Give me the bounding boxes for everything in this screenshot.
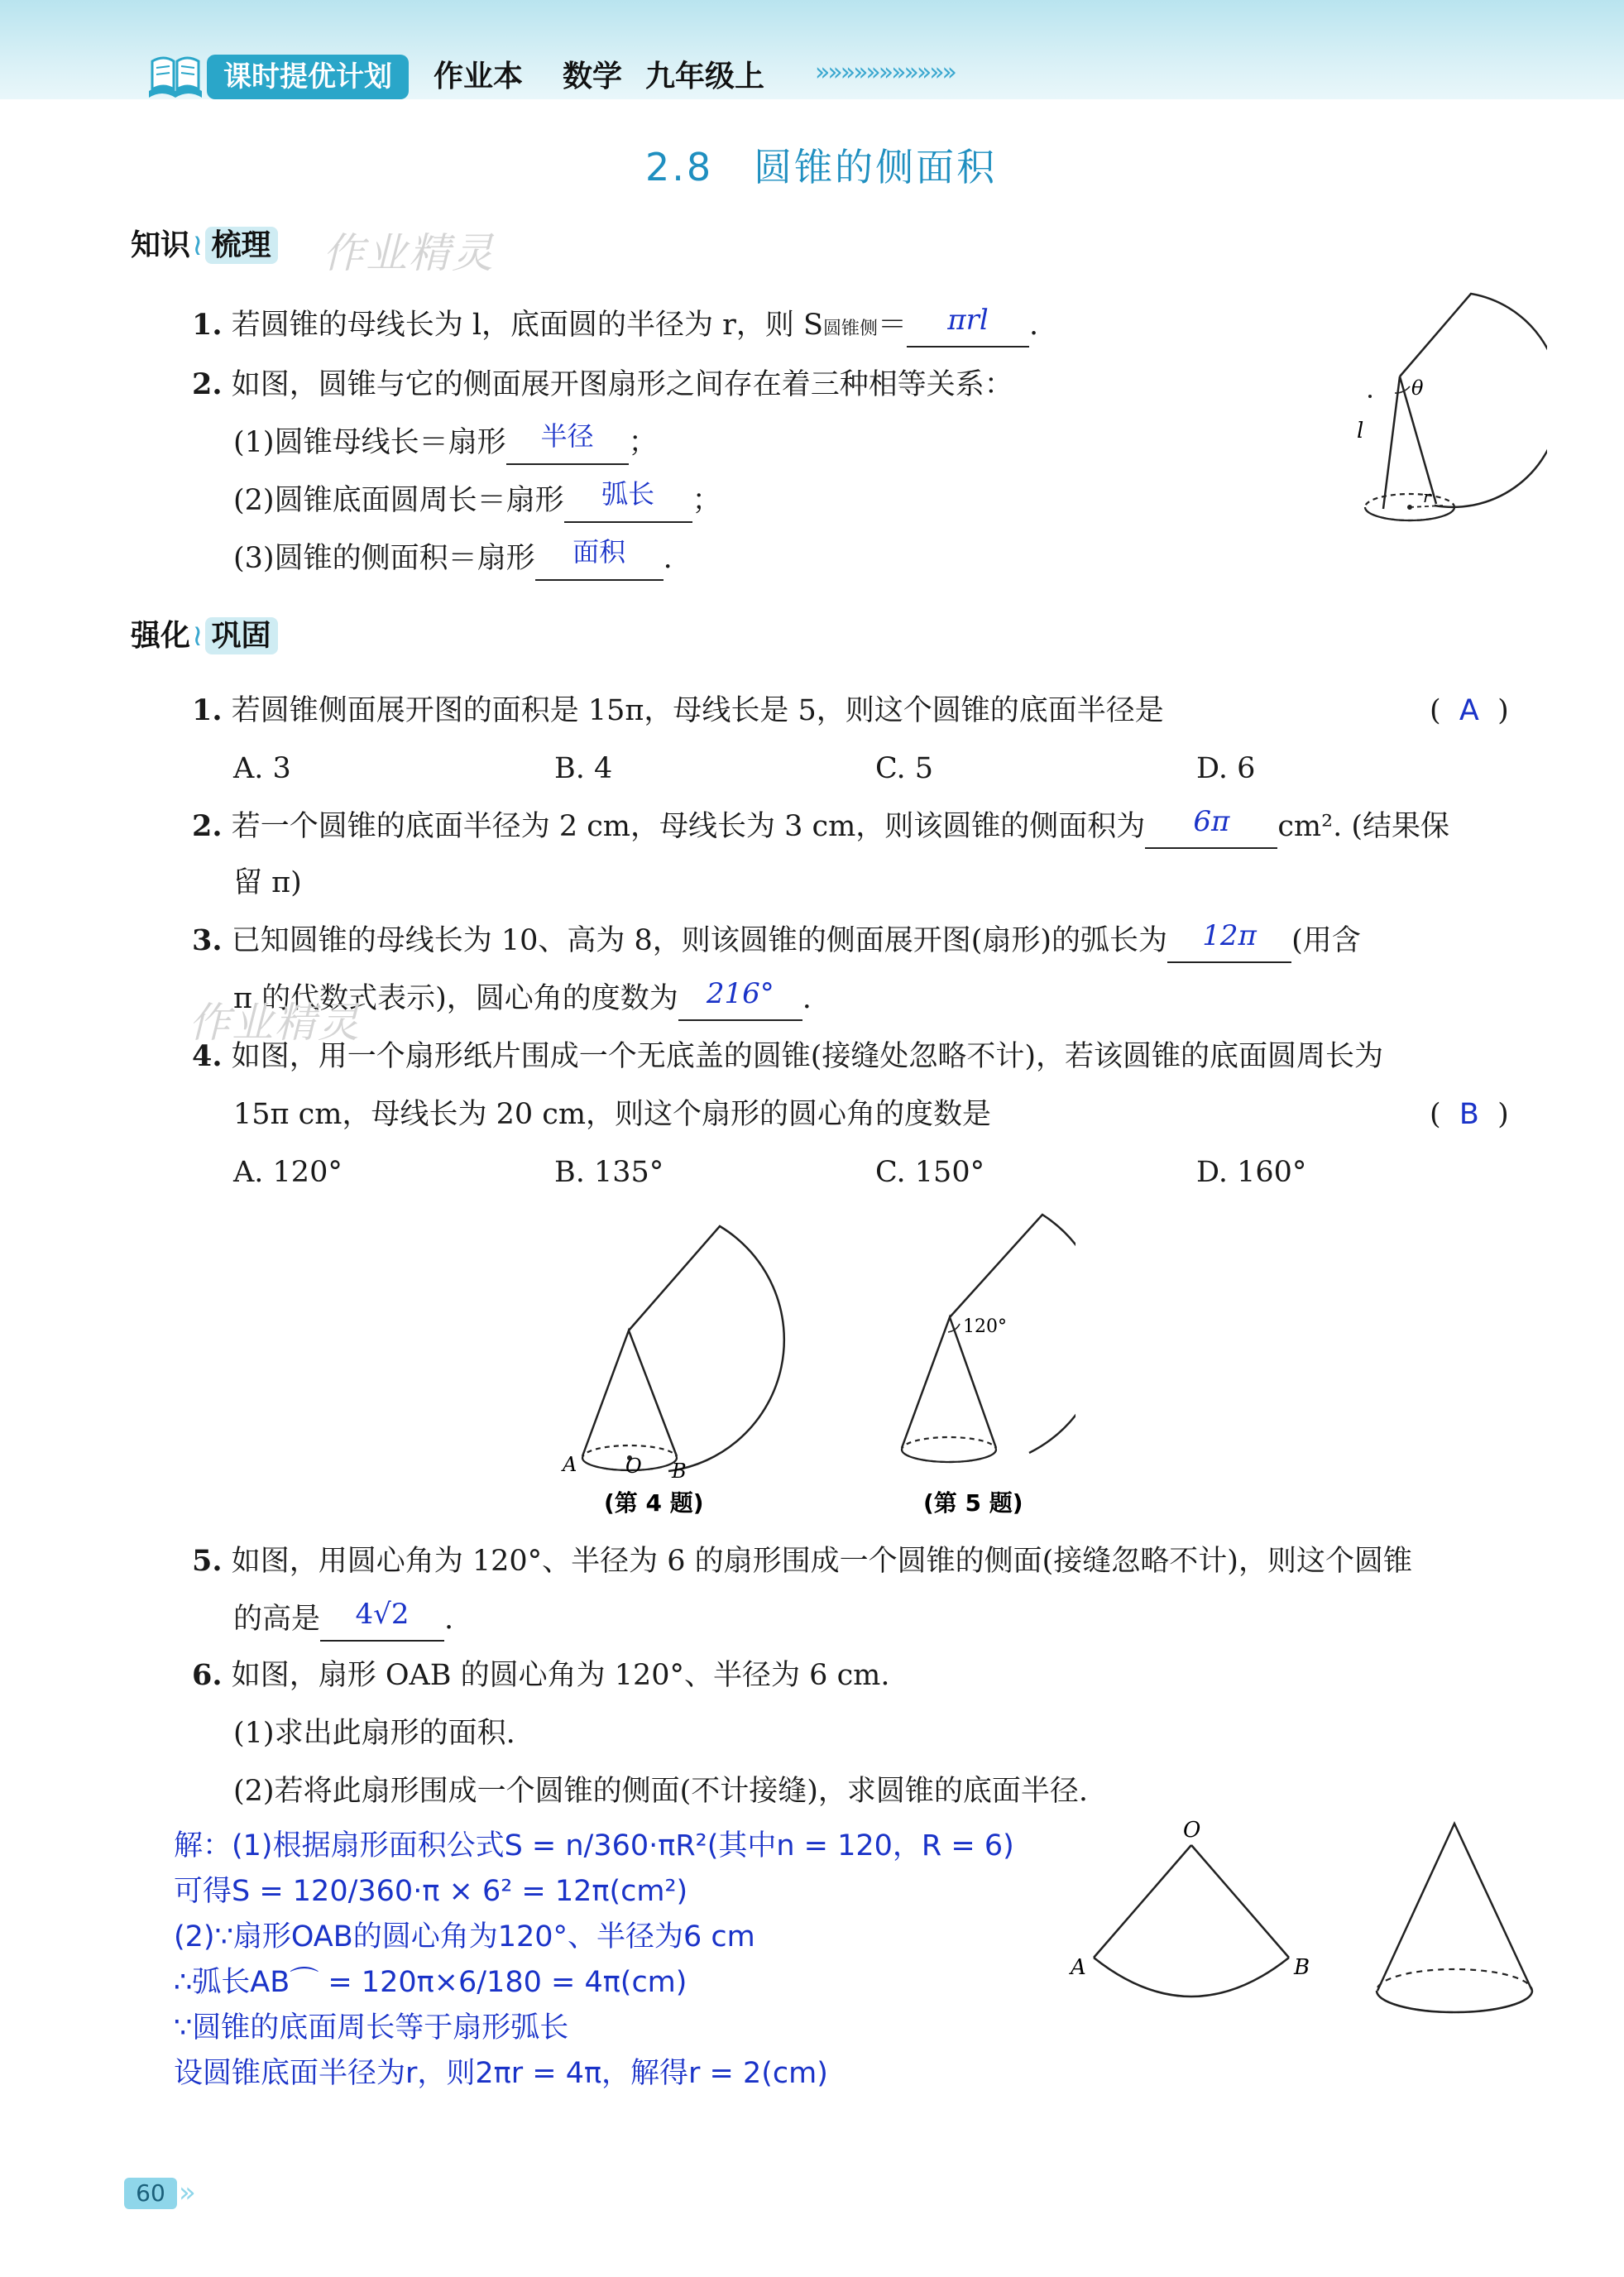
figure-q5 (902, 1215, 1075, 1517)
open-book-icon (146, 50, 205, 103)
question-2-line2: 留 π) (233, 866, 302, 899)
r-label: r (1423, 487, 1431, 506)
option-a: A. 120° (233, 1156, 343, 1189)
knowledge-item-2: 2. 如图，圆锥与它的侧面展开图扇形之间存在着三种相等关系： (192, 367, 1013, 401)
solution-line-1: 解：(1)根据扇形面积公式S = n/360·πR²(其中n = 120，R = 6) (174, 1829, 1014, 1862)
option-d: D. 160° (1196, 1156, 1307, 1189)
solution-line-2: 可得S = 120/360·π × 6² = 12π(cm²) (174, 1875, 688, 1908)
fig5-caption: (第 5 题) (923, 1489, 1023, 1517)
fig6-label-b: B (1294, 1955, 1310, 1980)
book-type: 作业本 (434, 60, 524, 93)
knowledge-item-2-2: (2)圆锥底面圆周长＝扇形 弧长 ； (233, 480, 721, 523)
fig4-label-o: O (625, 1455, 642, 1478)
knowledge-item-2-1: (1)圆锥母线长＝扇形 半径 ； (233, 422, 658, 465)
figure-q6-sector (1069, 1818, 1310, 1997)
option-c: C. 5 (875, 752, 934, 785)
fig4-label-a: A (563, 1453, 577, 1476)
fig6-label-o: O (1183, 1818, 1201, 1843)
subject: 数学 (563, 60, 623, 93)
question-5-line2: 的高是 4√2 . (233, 1599, 453, 1642)
question-3-line2: π 的代数式表示)，圆心角的度数为 216° . (233, 978, 812, 1021)
figure-q6-cone (1377, 1824, 1532, 2012)
question-6: 6. 如图，扇形 OAB 的圆心角为 120°、半径为 6 cm. (192, 1658, 890, 1692)
option-d: D. 6 (1196, 752, 1256, 785)
figures-q4-q5 (546, 1208, 1075, 1522)
watermark-text-2: 作业精灵 (189, 999, 361, 1047)
solution-line-5: ∵圆锥的底面周长等于扇形弧长 (174, 2011, 569, 2045)
brand-badge: 课时提优计划 (207, 55, 409, 99)
question-4-answer: ( B ) (1430, 1098, 1509, 1131)
option-b: B. 4 (554, 752, 613, 785)
page-number-chevron-icon: » (179, 2176, 196, 2209)
fig4-label-b: B (672, 1460, 687, 1483)
figure-q6 (1067, 1812, 1564, 2027)
solution-line-4: ∴弧长AB⌒ = 120π×6/180 = 4π(cm) (174, 1966, 687, 1999)
fig6-label-a: A (1071, 1955, 1086, 1980)
header-chevrons: »»»»»»»»»»» (815, 58, 955, 87)
solution-line-3: (2)∵扇形OAB的圆心角为120°、半径为6 cm (174, 1920, 755, 1953)
question-5: 5. 如图，用圆心角为 120°、半径为 6 的扇形围成一个圆锥的侧面(接缝忽略不计)，则这个圆锥 (192, 1544, 1412, 1578)
fig5-angle-label: 120° (963, 1316, 1007, 1337)
option-b: B. 135° (554, 1156, 664, 1189)
option-a: A. 3 (233, 752, 291, 785)
question-1-answer: ( A ) (1430, 694, 1509, 727)
l-label: l (1357, 419, 1364, 443)
fig4-caption: (第 4 题) (604, 1489, 704, 1517)
option-c: C. 150° (875, 1156, 985, 1189)
question-4-line2: 15π cm，母线长为 20 cm，则这个扇形的圆心角的度数是 (233, 1098, 992, 1131)
question-1: 1. 若圆锥侧面展开图的面积是 15π，母线长是 5，则这个圆锥的底面半径是 (192, 693, 1164, 727)
figure-cone-sector (1340, 277, 1547, 542)
section-knowledge-heading: 知识≀ 梳理 (131, 222, 278, 264)
question-6-part2: (2)若将此扇形围成一个圆锥的侧面(不计接缝)，求圆锥的底面半径. (233, 1775, 1089, 1808)
lesson-title: 2.8 圆锥的侧面积 (645, 145, 998, 189)
question-2: 2. 若一个圆锥的底面半径为 2 cm，母线长为 3 cm，则该圆锥的侧面积为 6π cm². (结果保 (192, 806, 1449, 849)
knowledge-item-2-3: (3)圆锥的侧面积＝扇形 面积 . (233, 538, 673, 581)
figure-q4 (561, 1226, 784, 1517)
solution-line-6: 设圆锥底面半径为r，则2πr = 4π，解得r = 2(cm) (174, 2057, 828, 2090)
grade: 九年级上 (645, 60, 765, 93)
theta-label: θ (1411, 376, 1424, 400)
knowledge-item-1: 1. 若圆锥的母线长为 l，底面圆的半径为 r，则 S圆锥侧＝ πrl . (192, 304, 1038, 350)
question-6-part1: (1)求出此扇形的面积. (233, 1717, 515, 1750)
section-practice-heading: 强化≀ 巩固 (131, 612, 278, 654)
page-number: 60 (124, 2178, 177, 2209)
watermark-text: 作业精灵 (323, 229, 495, 277)
question-3: 3. 已知圆锥的母线长为 10、高为 8，则该圆锥的侧面展开图(扇形)的弧长为 12π (用含 (192, 920, 1361, 963)
question-4: 4. 如图，用一个扇形纸片围成一个无底盖的圆锥(接缝处忽略不计)，若该圆锥的底面圆周长为 (192, 1039, 1384, 1073)
